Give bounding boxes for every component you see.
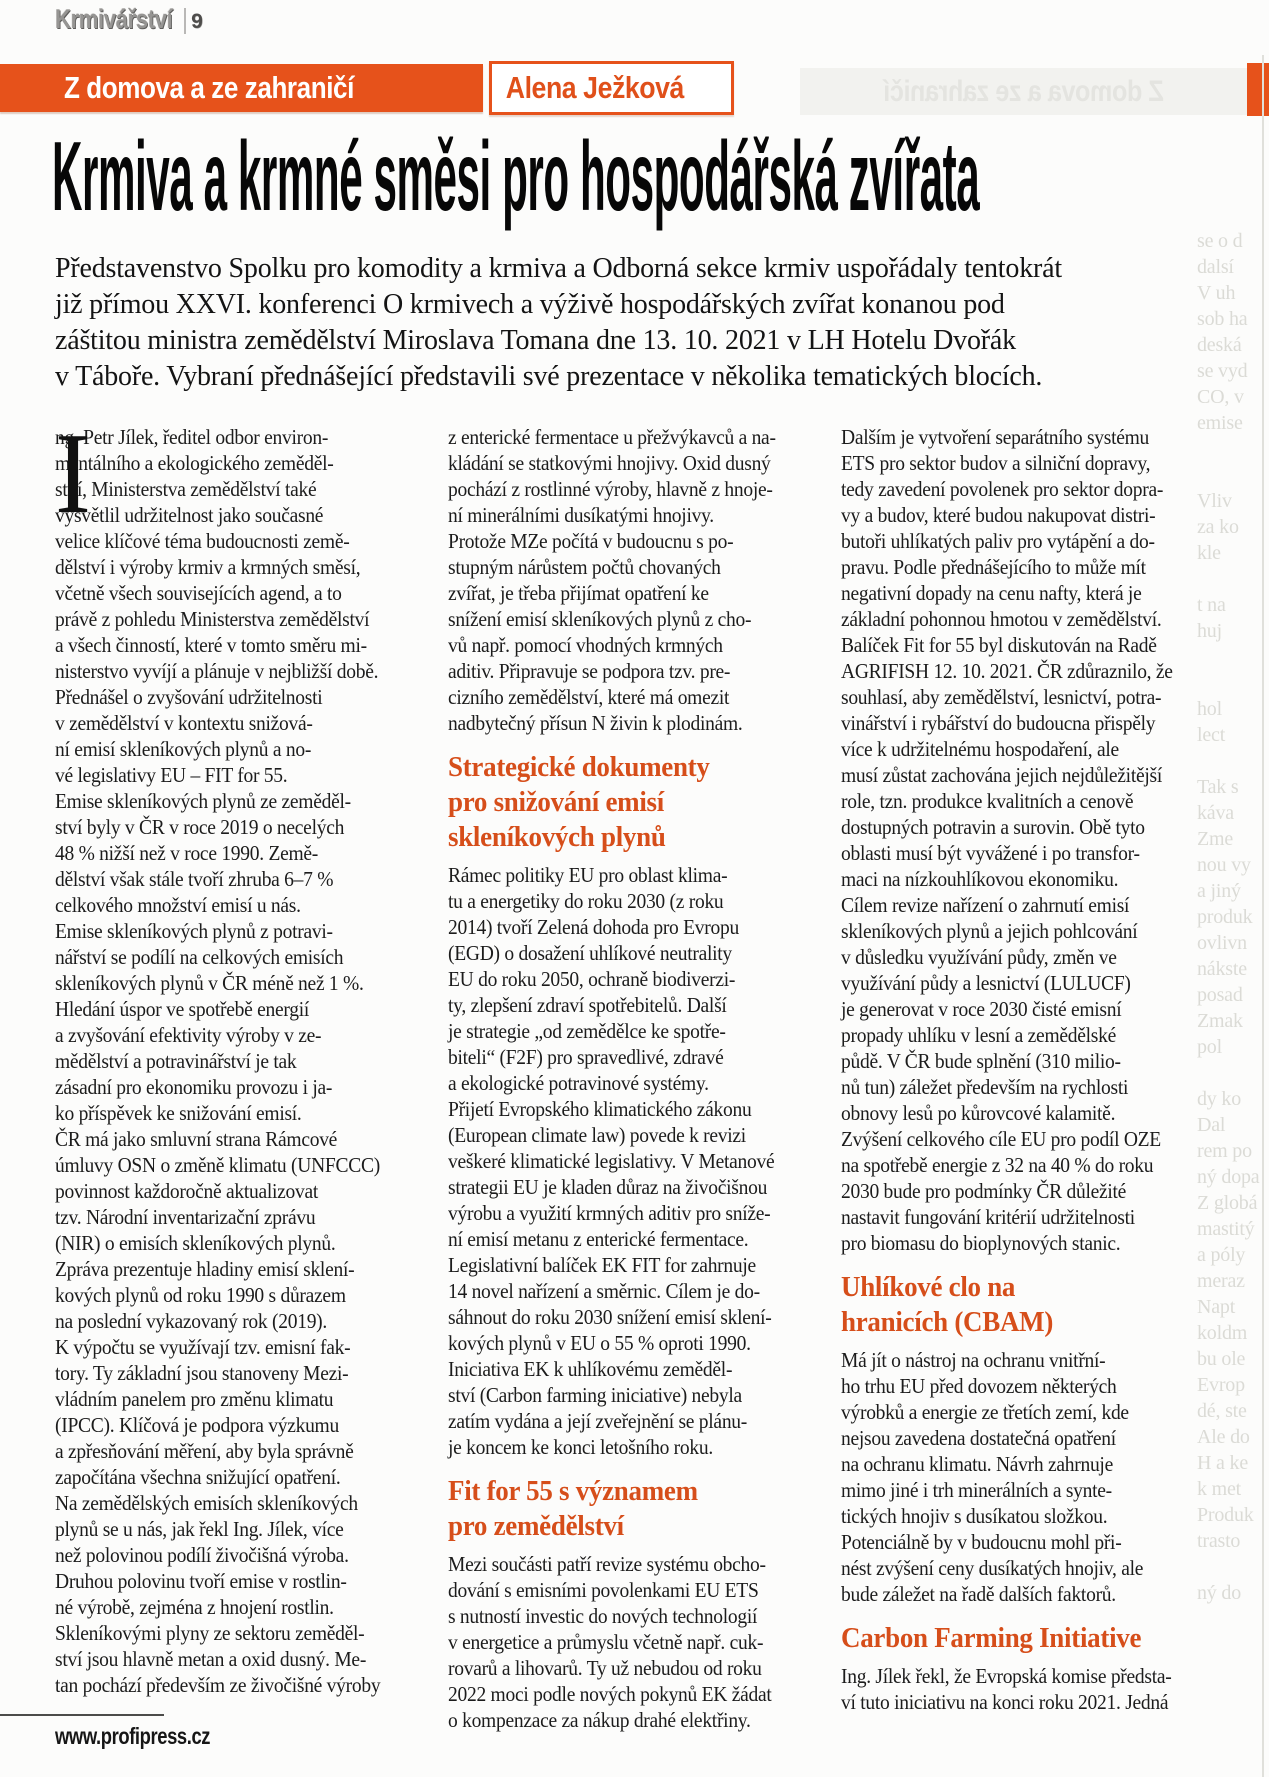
body-line: tických hnojiv s dusíkatou složkou. <box>841 1504 1108 1528</box>
ghost-line: sob ha <box>1197 308 1248 330</box>
body-line: rovarů a lihovarů. Ty už nebudou od roku <box>448 1656 762 1680</box>
body-line: Rámec politiky EU pro oblast klima- <box>448 863 728 887</box>
ghost-line <box>1197 436 1267 462</box>
footer-rule <box>0 1714 164 1716</box>
ghost-line: hol <box>1197 698 1222 720</box>
ghost-line: za ko <box>1197 516 1239 538</box>
body-line: kových plynů od roku 1990 s důrazem <box>55 1283 346 1307</box>
body-line: ČR má jako smluvní strana Rámcové <box>55 1127 338 1151</box>
body-line: Iniciativa EK k uhlíkovému zeměděl- <box>448 1357 733 1381</box>
body-line: (IPCC). Klíčová je podpora výzkumu <box>55 1413 339 1437</box>
ghost-line: bu ole <box>1197 1348 1246 1370</box>
body-line: Potenciálně by v budoucnu mohl při- <box>841 1530 1122 1554</box>
body-line: 14 novel nařízení a směrnic. Cílem je do- <box>448 1279 760 1303</box>
body-line: využívání půdy a lesnictví (LULUCF) <box>841 971 1131 995</box>
ghost-line <box>1197 644 1267 670</box>
banner-edge-block <box>1247 63 1269 116</box>
ghost-line: dy ko <box>1197 1088 1242 1110</box>
body-line: tan pochází především ze živočišné výroby <box>55 1673 381 1697</box>
body-line: skleníkových plynů v ČR méně než 1 %. <box>55 971 364 995</box>
body-line: ní emisí skleníkových plynů a no- <box>55 737 312 761</box>
body-line: (European climate law) povede k revizi <box>448 1123 746 1147</box>
ghost-line: Produk <box>1197 1504 1254 1526</box>
ghost-line <box>1197 1658 1267 1684</box>
body-line: Přednášel o zvyšování udržitelnosti <box>55 685 323 709</box>
body-line: strategii EU je kladen důraz na živočišnou <box>448 1175 768 1199</box>
section-title: Z domova a ze zahraničí <box>64 70 354 105</box>
body-line: více k udržitelnému hospodaření, ale <box>841 737 1119 761</box>
body-line: zatím vydána a její zveřejnění se plánu- <box>448 1409 748 1433</box>
body-line: Mezi součásti patří revize systému obcho- <box>448 1552 766 1576</box>
ghost-line <box>1197 1632 1267 1658</box>
column-paragraph <box>448 424 822 736</box>
drop-cap: I <box>55 410 91 538</box>
body-line: o kompenzace za nákup drahé elektřiny. <box>448 1708 751 1732</box>
body-line: nést zvýšení ceny dusíkatých hnojiv, ale <box>841 1556 1144 1580</box>
ghost-line: dalsí <box>1197 256 1234 278</box>
text-column-1 <box>55 410 429 1698</box>
ghost-line: lect <box>1197 724 1226 746</box>
body-line: mědělství a potravinářství je tak <box>55 1049 297 1073</box>
body-line: tedy zavedení povolenek pro sektor dopra- <box>841 477 1164 501</box>
body-line: v zemědělství v kontextu snižová- <box>55 711 313 735</box>
body-line: základní pohonnou hmotou v zemědělství. <box>841 607 1162 631</box>
body-line: výrobků a energie ze třetích zemí, kde <box>841 1400 1129 1424</box>
body-line: butoři uhlíkatých paliv pro vytápění a do- <box>841 529 1155 553</box>
body-line: zvířat, je třeba přijímat opatření ke <box>448 581 709 605</box>
body-line: ství (Carbon farming iniciative) nebyla <box>448 1383 742 1407</box>
ghost-line: a póly <box>1197 1244 1246 1266</box>
body-line: Má jít o nástroj na ochranu vnitřní- <box>841 1348 1106 1372</box>
magazine-logo <box>55 4 203 37</box>
body-line: 2014) tvoří Zelená dohoda pro Evropu <box>448 915 739 939</box>
column-paragraph <box>448 1551 822 1733</box>
body-line: dělství však stále tvoří zhruba 6–7 % <box>55 867 334 891</box>
ghost-line: meraz <box>1197 1270 1245 1292</box>
body-line: veškeré klimatické legislativy. V Metanové <box>448 1149 775 1173</box>
body-line: pro biomasu do bioplynových stanic. <box>841 1231 1121 1255</box>
author-box <box>489 61 734 115</box>
body-line: právě z pohledu Ministerstva zemědělství <box>55 607 370 631</box>
ghost-line: Zmak <box>1197 1010 1243 1032</box>
ghost-line: H a ke <box>1197 1452 1248 1474</box>
body-line: Balíček Fit for 55 byl diskutován na Radě <box>841 633 1157 657</box>
ghost-line <box>1197 566 1267 592</box>
body-line: stupným nárůstem počtů chovaných <box>448 555 721 579</box>
body-line: ng. Petr Jílek, ředitel odbor environ- <box>55 425 329 449</box>
body-line: biteli“ (F2F) pro spravedlivé, zdravé <box>448 1045 724 1069</box>
body-line: dělství i výroby krmiv a krmných směsí, <box>55 555 361 579</box>
ghost-line <box>1197 1606 1267 1632</box>
body-line: v energetice a průmyslu včetně např. cuk- <box>448 1630 764 1654</box>
body-line: pravu. Podle přednášejícího to může mít <box>841 555 1146 579</box>
ghost-line: kle <box>1197 542 1221 564</box>
body-line: Dalším je vytvoření separátního systému <box>841 425 1150 449</box>
body-line: role, tzn. produkce kvalitních a cenově <box>841 789 1134 813</box>
body-line: skleníkových plynů a jejich pohlcování <box>841 919 1138 943</box>
ghost-line <box>1197 1060 1267 1086</box>
body-line: vinářství i rybářství do budoucna přispěly <box>841 711 1156 735</box>
body-line: ství byly v ČR v roce 2019 o necelých <box>55 815 345 839</box>
ghost-line: nákste <box>1197 958 1247 980</box>
ghost-line: Tak s <box>1197 776 1239 798</box>
heading-line: Carbon Farming Initiative <box>841 1622 1142 1654</box>
body-line: úmluvy OSN o změně klimatu (UNFCCC) <box>55 1153 380 1177</box>
body-line: Emise skleníkových plynů ze zeměděl- <box>55 789 351 813</box>
body-line: započítána všechna snižující opatření. <box>55 1465 341 1489</box>
column-paragraph <box>841 1347 1215 1607</box>
body-line: negativní dopady na cenu nafty, která je <box>841 581 1142 605</box>
ghost-line: trasto <box>1197 1530 1241 1552</box>
ghost-line: se o d <box>1197 230 1243 252</box>
banner-showthrough-text: Z domova a ze zahraničí <box>883 75 1164 108</box>
ghost-line: Vliv <box>1197 490 1232 512</box>
body-line: Protože MZe počítá v budoucnu s po- <box>448 529 734 553</box>
lead-line: záštitou ministra zemědělství Miroslava Tomana dne 13. 10. 2021 v LH Hotelu Dvořák <box>55 325 1016 356</box>
body-line: sáhnout do roku 2030 snížení emisí sklení- <box>448 1305 772 1329</box>
body-line: Přijetí Evropského klimatického zákonu <box>448 1097 752 1121</box>
body-line: výrobu a využití krmných aditiv pro sníže- <box>448 1201 771 1225</box>
heading-line: pro snižování emisí <box>448 786 664 818</box>
ghost-line: k met <box>1197 1478 1241 1500</box>
body-line: Skleníkovými plyny ze sektoru zeměděl- <box>55 1621 365 1645</box>
ghost-line: ný do <box>1197 1582 1242 1604</box>
ghost-line: dé, ste <box>1197 1400 1247 1422</box>
text-column-2 <box>448 424 822 1733</box>
author-name: Alena Ježková <box>505 70 684 105</box>
ghost-line <box>1197 1554 1267 1580</box>
body-line: velice klíčové téma budoucnosti země- <box>55 529 350 553</box>
body-line: snížení emisí skleníkových plynů z cho- <box>448 607 752 631</box>
body-line: propady uhlíku v lesní a zemědělské <box>841 1023 1116 1047</box>
logo-divider <box>184 8 186 34</box>
lead-line: v Táboře. Vybraní přednášející představili své prezentace v několika tematických blocích. <box>55 361 1043 392</box>
body-line: a ekologické potravinové systémy. <box>448 1071 709 1095</box>
body-line: ství, Ministerstva zemědělství také <box>55 477 317 501</box>
body-line: cizního zemědělství, které má omezit <box>448 685 730 709</box>
body-line: z enterické fermentace u přežvýkavců a na- <box>448 425 776 449</box>
ghost-line: nou vy <box>1197 854 1251 876</box>
body-line: kových plynů v EU o 55 % oproti 1990. <box>448 1331 751 1355</box>
body-line: plynů se u nás, jak řekl Ing. Jílek, více <box>55 1517 344 1541</box>
body-line: (NIR) o emisích skleníkových plynů. <box>55 1231 336 1255</box>
body-line: vy a budov, které budou nakupovat distri- <box>841 503 1156 527</box>
ghost-line: Napt <box>1197 1296 1236 1318</box>
body-line: zásadní pro ekonomiku provozu i ja- <box>55 1075 333 1099</box>
body-line: dování s emisními povolenkami EU ETS <box>448 1578 759 1602</box>
body-line: mimo jiné i trh minerálních a synte- <box>841 1478 1112 1502</box>
body-line: Hledání úspor ve spotřebě energií <box>55 997 310 1021</box>
body-line: Ing. Jílek řekl, že Evropská komise předsta- <box>841 1664 1172 1688</box>
ghost-line <box>1197 748 1267 774</box>
ghost-line <box>1197 670 1267 696</box>
body-line: 2030 bude pro podmínky ČR důležité <box>841 1179 1127 1203</box>
column-heading <box>448 1474 822 1544</box>
body-line: nastavit fungování kritérií udržitelnosti <box>841 1205 1135 1229</box>
column-paragraph <box>841 424 1215 1256</box>
body-line: musí zůstat zachována jejich nejdůležitější <box>841 763 1162 787</box>
body-line: (EGD) o dosažení uhlíkové neutrality <box>448 941 732 965</box>
body-line: bude záležet na řadě dalších faktorů. <box>841 1582 1116 1606</box>
body-line: vů např. pomocí vhodných krmných <box>448 633 723 657</box>
body-line: ko příspěvek ke snižování emisí. <box>55 1101 302 1125</box>
body-line: na ochranu klimatu. Návrh zahrnuje <box>841 1452 1113 1476</box>
article-headline-text: Krmiva a krmné směsi pro hospodářská zvířata <box>52 121 980 231</box>
body-line: nářství se podílí na celkových emisích <box>55 945 344 969</box>
body-line: s nutností investic do nových technologií <box>448 1604 758 1628</box>
ghost-line: posad <box>1197 984 1243 1006</box>
page-showthrough-margin <box>1197 228 1267 1684</box>
text-column-3 <box>841 424 1215 1715</box>
body-line: maci na nízkouhlíkovou ekonomiku. <box>841 867 1119 891</box>
ghost-line: CO, v <box>1197 386 1244 408</box>
ghost-line: V uh <box>1197 282 1236 304</box>
ghost-line: se vyd <box>1197 360 1248 382</box>
ghost-line: ný dopa <box>1197 1166 1260 1188</box>
body-line: včetně všech souvisejících agend, a to <box>55 581 342 605</box>
heading-line: Uhlíkové clo na <box>841 1271 1016 1303</box>
body-line: tory. Ty základní jsou stanoveny Mezi- <box>55 1361 349 1385</box>
body-line: a zvyšování efektivity výroby v ze- <box>55 1023 322 1047</box>
page-number: 9 <box>191 10 203 33</box>
body-line: ství jsou hlavně metan a oxid dusný. Me- <box>55 1647 367 1671</box>
ghost-line: Evrop <box>1197 1374 1245 1396</box>
body-line: celkového množství emisí u nás. <box>55 893 301 917</box>
ghost-line: emise <box>1197 412 1243 434</box>
ghost-line: pol <box>1197 1036 1222 1058</box>
body-line: na poslední vykazovaný rok (2019). <box>55 1309 328 1333</box>
ghost-line: Dal <box>1197 1114 1226 1136</box>
column-heading <box>841 1621 1215 1656</box>
heading-line: pro zemědělství <box>448 1510 624 1542</box>
ghost-line: rem po <box>1197 1140 1252 1162</box>
body-line: vládním panelem pro změnu klimatu <box>55 1387 334 1411</box>
body-line: obnovy lesů po kůrovcové kalamitě. <box>841 1101 1116 1125</box>
body-line: 2022 moci podle nových pokynů EK žádat <box>448 1682 772 1706</box>
body-line: AGRIFISH 12. 10. 2021. ČR zdůraznilo, že <box>841 659 1173 683</box>
body-line: nejsou zavedena dostatečná opatření <box>841 1426 1116 1450</box>
column-heading <box>448 750 822 855</box>
body-line: 48 % nižší než v roce 1990. Země- <box>55 841 319 865</box>
column-paragraph <box>841 1663 1215 1715</box>
body-line: než polovinou podílí živočišná výroba. <box>55 1543 349 1567</box>
body-line: Na zemědělských emisích skleníkových <box>55 1491 358 1515</box>
body-line: povinnost každoročně aktualizovat <box>55 1179 319 1203</box>
body-line: ho trhu EU před dovozem některých <box>841 1374 1117 1398</box>
ghost-line: ovlivn <box>1197 932 1247 954</box>
ghost-line: huj <box>1197 620 1222 642</box>
body-line: je generovat v roce 2030 čisté emisní <box>841 997 1122 1021</box>
ghost-line: Ale do <box>1197 1426 1250 1448</box>
body-line: nisterstvo vyvíjí a plánuje v nejbližší době. <box>55 659 379 683</box>
body-line: v důsledku využívání půdy, změn ve <box>841 945 1117 969</box>
lead-line: již přímou XXVI. konferenci O krmivech a výživě hospodářských zvířat konanou pod <box>55 289 1005 320</box>
column-heading <box>841 1270 1215 1340</box>
body-line: vé legislativy EU – FIT for 55. <box>55 763 288 787</box>
body-line: né výrobě, zejména z hnojení rostlin. <box>55 1595 334 1619</box>
body-line: pochází z rostlinné výroby, hlavně z hnoje- <box>448 477 773 501</box>
body-line: tu a energetiky do roku 2030 (z roku <box>448 889 724 913</box>
body-line: Legislativní balíček EK FIT for zahrnuje <box>448 1253 756 1277</box>
body-line: oblasti musí být vyvážené i po transfor- <box>841 841 1140 865</box>
body-line: ní minerálními dusíkatými hnojivy. <box>448 503 714 527</box>
ghost-line: káva <box>1197 802 1234 824</box>
body-line: kládání se statkovými hnojivy. Oxid dusný <box>448 451 771 475</box>
body-line: Druhou polovinu tvoří emise v rostlin- <box>55 1569 347 1593</box>
ghost-line: a jiný <box>1197 880 1241 902</box>
body-line: ty, zlepšení zdraví spotřebitelů. Další <box>448 993 727 1017</box>
body-line: na spotřebě energie z 32 na 40 % do roku <box>841 1153 1154 1177</box>
body-line: Zpráva prezentuje hladiny emisí sklení- <box>55 1257 355 1281</box>
heading-line: Fit for 55 s významem <box>448 1475 698 1507</box>
body-line: nů tun) záležet především na rychlosti <box>841 1075 1129 1099</box>
section-banner <box>0 64 483 112</box>
body-line: a zpřesňování měření, aby byla správně <box>55 1439 354 1463</box>
body-line: K výpočtu se využívají tzv. emisní fak- <box>55 1335 351 1359</box>
heading-line: Strategické dokumenty <box>448 751 710 783</box>
body-line: dostupných potravin a surovin. Obě tyto <box>841 815 1145 839</box>
body-line: je koncem ke konci letošního roku. <box>448 1435 713 1459</box>
body-line: Emise skleníkových plynů z potravi- <box>55 919 333 943</box>
publisher-url: www.profipress.cz <box>55 1723 211 1749</box>
ghost-line: produk <box>1197 906 1253 928</box>
body-line: EU do roku 2050, ochraně biodiverzi- <box>448 967 736 991</box>
column-paragraph <box>55 424 429 1698</box>
body-line: a všech činností, které v tomto směru mi- <box>55 633 367 657</box>
article-lead <box>55 251 1265 395</box>
ghost-line: t na <box>1197 594 1226 616</box>
body-line: je strategie „od zemědělce ke spotře- <box>448 1019 726 1043</box>
body-line: aditiv. Připravuje se podpora tzv. pre- <box>448 659 731 683</box>
ghost-line: deská <box>1197 334 1242 356</box>
body-line: souhlasí, aby zemědělství, lesnictví, potra- <box>841 685 1162 709</box>
ghost-line: Z globá <box>1197 1192 1258 1214</box>
body-line: půdě. V ČR bude splnění (310 milio- <box>841 1049 1121 1073</box>
body-line: ví tuto iniciativu na konci roku 2021. Jedná <box>841 1690 1169 1714</box>
banner-showthrough <box>800 68 1247 115</box>
magazine-title: Krmivářství <box>55 4 173 34</box>
ghost-line <box>1197 462 1267 488</box>
article-headline <box>52 121 1269 231</box>
ghost-line: koldm <box>1197 1322 1248 1344</box>
body-line: ETS pro sektor budov a silniční dopravy, <box>841 451 1151 475</box>
body-line: vysvětlil udržitelnost jako současné <box>55 503 324 527</box>
body-line: ní emisí metanu z enterické fermentace. <box>448 1227 749 1251</box>
body-line: tzv. Národní inventarizační zprávu <box>55 1205 316 1229</box>
heading-line: skleníkových plynů <box>448 821 666 853</box>
ghost-line: Zme <box>1197 828 1234 850</box>
column-paragraph <box>448 862 822 1460</box>
heading-line: hranicích (CBAM) <box>841 1306 1054 1338</box>
ghost-line: mastitý <box>1197 1218 1255 1240</box>
body-line: Zvýšení celkového cíle EU pro podíl OZE <box>841 1127 1161 1151</box>
body-line: nadbytečný přísun N živin k plodinám. <box>448 711 743 735</box>
lead-line: Představenstvo Spolku pro komodity a krmiva a Odborná sekce krmiv uspořádaly tentokrát <box>55 253 1062 284</box>
body-line: Cílem revize nařízení o zahrnutí emisí <box>841 893 1130 917</box>
body-line: mentálního a ekologického zeměděl- <box>55 451 334 475</box>
